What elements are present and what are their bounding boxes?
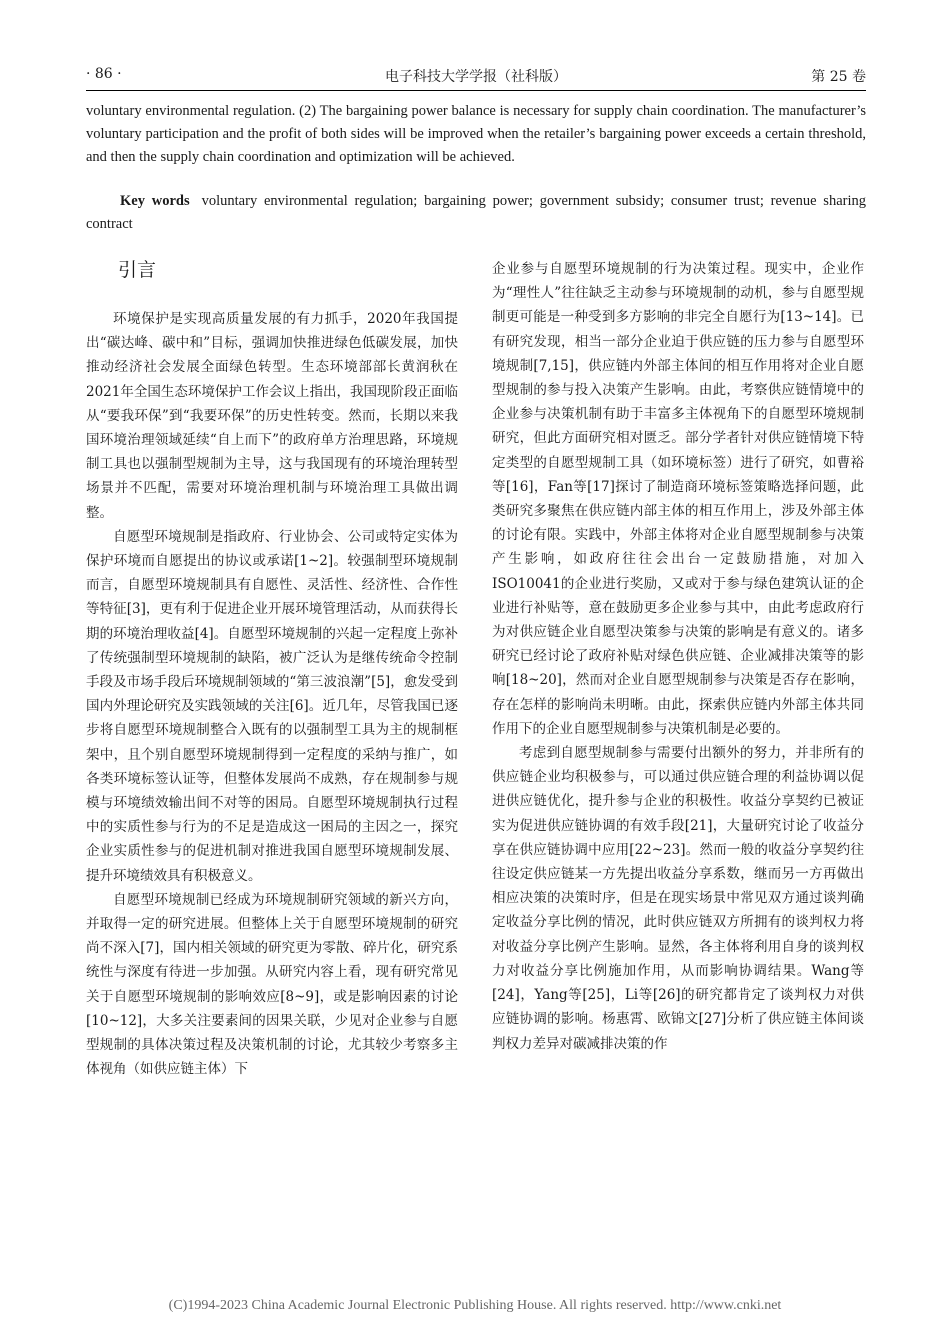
keywords-text: voluntary environmental regulation; bargaining power; government subsidy; consumer trust; revenue sharing contract xyxy=(86,193,866,232)
paragraph: 自愿型环境规制已经成为环境规制研究领域的新兴方向，并取得一定的研究进展。但整体上关于自愿型环境规制的研究尚不深入[7]，国内相关领域的研究更为零散、碎片化，研究系统性与深度有待进一步加强。从研究内容上看，现有研究常见关于自愿型环境规制的影响效应[8~9]，或是影响因素的讨论[10~12]，大多关注要素间的因果关联，少见对企业参与自愿型规制的具体决策过程及决策机制的讨论，尤其较少考察多主体视角（如供应链主体）下 xyxy=(86,891,458,1078)
journal-title: 电子科技大学学报（社科版） xyxy=(385,69,567,85)
copyright-footer: (C)1994-2023 China Academic Journal Electronic Publishing House. All rights reserved. http://www.cnki.net xyxy=(168,1298,782,1313)
left-column xyxy=(86,307,458,1082)
volume-label: 第 25 卷 xyxy=(811,69,866,85)
right-column xyxy=(492,257,864,1056)
page-number: · 86 · xyxy=(86,66,122,82)
keywords-label: Key words xyxy=(120,193,190,209)
abstract-continuation: voluntary environmental regulation. (2) The bargaining power balance is necessary for supply chain coordination. The manufacturer’s voluntary participation and the profit of both sides will be improved when the retailer’s bargaining power exceeds a certain threshold, and then the supply chain coordination and optimization will be achieved. xyxy=(86,103,866,165)
keywords-block xyxy=(86,190,866,236)
paragraph: 环境保护是实现高质量发展的有力抓手，2020年我国提出“碳达峰、碳中和”目标，强调加快推进绿色低碳发展，加快推动经济社会发展全面绿色转型。生态环境部部长黄润秋在2021年全国生态环境保护工作会议上指出，我国现阶段正面临从“要我环保”到“我要环保”的历史性转变。然而，长期以来我国环境治理领域延续“自上而下”的政府单方治理思路，环境规制工具也以强制型规制为主导，这与我国现有的环境治理转型场景并不匹配，需要对环境治理机制与环境治理工具做出调整。 xyxy=(86,311,458,521)
page-header xyxy=(86,66,866,91)
paragraph: 考虑到自愿型规制参与需要付出额外的努力，并非所有的供应链企业均积极参与，可以通过供应链合理的利益协调以促进供应链优化，提升参与企业的积极性。收益分享契约已被证实为促进供应链协调的有效手段[21]，大量研究讨论了收益分享在供应链协调中应用[22~23]。然而一般的收益分享契约往往设定供应链某一方先提出收益分享系数，继而另一方再做出相应决策的决策时序，但是在现实场景中常见双方通过谈判确定收益分享比例的情况，此时供应链双方所拥有的谈判权力将对收益分享比例产生影响。显然，各主体将利用自身的谈判权力对收益分享比例施加作用，从而影响协调结果。Wang等[24]，Yang等[25]，Li等[26]的研究都肯定了谈判权力对供应链协调的影响。杨惠霄、欧锦文[27]分析了供应链主体间谈判权力差异对碳减排决策的作 xyxy=(492,745,864,1052)
section-heading: 引言 xyxy=(118,259,157,281)
paragraph: 企业参与自愿型环境规制的行为决策过程。现实中，企业作为“理性人”往往缺乏主动参与环境规制的动机，参与自愿型规制更可能是一种受到多方影响的非完全自愿行为[13~14]。已有研究发现，相当一部分企业迫于供应链的压力参与自愿型环境规制[7,15]，供应链内外部主体间的相互作用将对企业自愿型规制的参与投入决策产生影响。由此，考察供应链情境中的企业参与决策机制有助于丰富多主体视角下的自愿型环境规制研究，但此方面研究相对匮乏。部分学者针对供应链情境下特定类型的自愿型规制工具（如环境标签）进行了研究，如曹裕等[16]，Fan等[17]探讨了制造商环境标签策略选择问题，此类研究多聚焦在供应链内部主体的相互作用上，涉及外部主体的讨论有限。实践中，外部主体将对企业自愿型规制参与决策产生影响，如政府往往会出台一定鼓励措施，对加入ISO10041的企业进行奖励，又或对于参与绿色建筑认证的企业进行补贴等，意在鼓励更多企业参与其中，由此考虑政府行为对供应链企业自愿型决策参与决策的影响是有意义的。诸多研究已经讨论了政府补贴对绿色供应链、企业减排决策等的影响[18~20]，然而对企业自愿型规制参与决策是否存在影响，存在怎样的影响尚未明晰。由此，探索供应链内外部主体共同作用下的企业自愿型规制参与决策机制是必要的。 xyxy=(492,261,864,737)
paragraph: 自愿型环境规制是指政府、行业协会、公司或特定实体为保护环境而自愿提出的协议或承诺[1~2]。较强制型环境规制而言，自愿型环境规制具有自愿性、灵活性、经济性、合作性等特征[3]，更有利于促进企业开展环境管理活动，从而获得长期的环境治理收益[4]。自愿型环境规制的兴起一定程度上弥补了传统强制型环境规制的缺陷，被广泛认为是继传统命令控制手段及市场手段后环境规制领域的“第三波浪潮”[5]，愈发受到国内外理论研究及实践领域的关注[6]。近几年，尽管我国已逐步将自愿型环境规制整合入既有的以强制型工具为主的规制框架中，且个别自愿型环境规制得到一定程度的采纳与推广，如各类环境标签认证等，但整体发展尚不成熟，存在规制参与规模与环境绩效输出间不对等的困局。自愿型环境规制执行过程中的实质性参与行为的不足是造成这一困局的主因之一，探究企业实质性参与的促进机制对推进我国自愿型环境规制发展、提升环境绩效具有积极意义。 xyxy=(86,528,458,884)
